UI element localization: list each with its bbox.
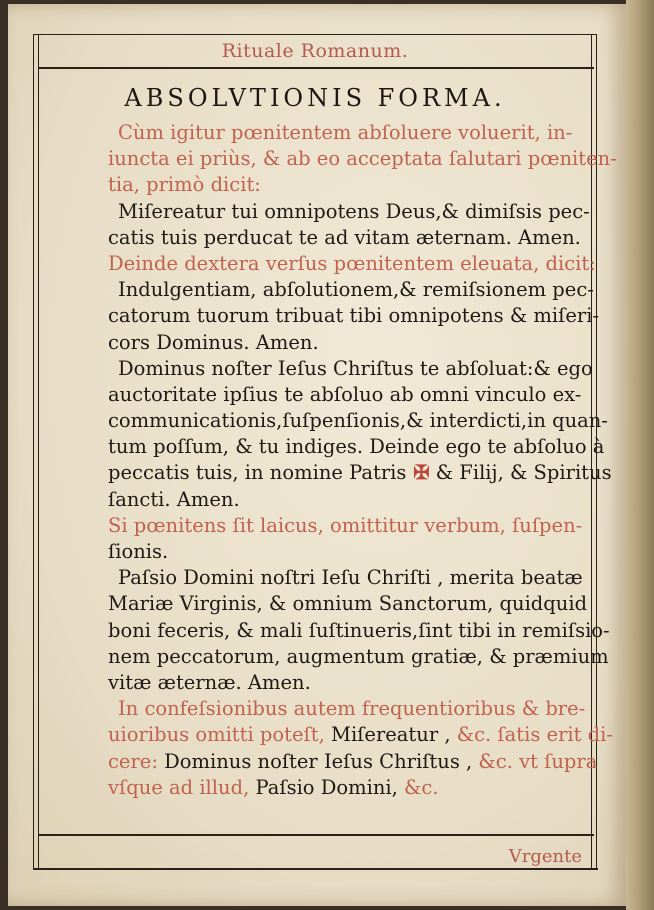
line-text: Miſereatur tui omnipotens Deus,& dimiſsis pec- <box>118 199 590 223</box>
text-line <box>108 330 592 356</box>
line-text-red: &c. vt ſupra <box>472 749 598 773</box>
page-gutter <box>626 0 654 910</box>
line-text-black: Dominus noſter Ieſus Chriſtus , <box>157 749 473 773</box>
line-text: tia, primò dicit: <box>108 173 261 197</box>
text-line <box>108 565 592 591</box>
line-text-red: &c. ſatis erit di- <box>450 723 613 747</box>
text-line <box>108 408 608 434</box>
text-line <box>108 696 592 722</box>
text-line <box>108 199 592 225</box>
footer-rule-outer <box>33 868 598 870</box>
text-line <box>108 120 592 146</box>
line-text: communicationis,ſuſpenſionis,& interdicti,in quan- <box>108 409 608 433</box>
text-line <box>108 225 592 251</box>
line-text-black: Paſsio Domini, <box>249 775 398 799</box>
text-line <box>108 513 592 539</box>
line-text: Dominus noſter Ieſus Chriſtus te abſoluat:& ego <box>118 356 593 380</box>
text-line <box>108 172 592 198</box>
line-text: Mariæ Virginis, & omnium Sanctorum, quidquid <box>108 592 588 616</box>
text-line <box>108 775 592 801</box>
line-text: tum poſſum, & tu indiges. Deinde ego te abſoluo à <box>108 435 605 459</box>
text-line <box>108 251 596 277</box>
footer-rule <box>38 834 594 836</box>
line-text: Cùm igitur pœnitentem abſoluere voluerit, in- <box>118 121 573 144</box>
text-line <box>108 382 592 408</box>
line-text-red: &c. <box>397 775 439 799</box>
cross-icon: ✠ <box>406 461 430 485</box>
line-text-black: Miſereatur , <box>324 723 451 747</box>
line-text: catorum tuorum tribuat tibi omnipotens & miſeri- <box>108 304 600 328</box>
line-text: vſque ad illud, <box>108 775 250 799</box>
line-text: iuncta ei priùs, & ab eo acceptata ſalutari pœniten- <box>108 147 617 171</box>
text-line <box>108 539 592 565</box>
line-text: ſionis. <box>108 540 169 563</box>
text-line <box>108 722 613 748</box>
line-text: uioribus omitti poteſt, <box>108 723 325 747</box>
line-text: auctoritate ipſius te abſoluo ab omni vinculo ex- <box>108 382 582 406</box>
text-line <box>108 670 592 696</box>
line-text: catis tuis perducat te ad vitam æternam. Amen. <box>108 225 581 249</box>
running-head: Rituale Romanum. <box>221 40 409 62</box>
line-text: ſancti. Amen. <box>108 487 240 511</box>
text-line <box>108 460 612 486</box>
text-line <box>108 618 610 644</box>
text-line <box>108 749 598 775</box>
line-text: Deinde dextera verſus pœnitentem eleuata, dicit: <box>108 251 596 275</box>
text-line <box>108 644 609 670</box>
text-line <box>108 146 617 172</box>
text-block <box>108 120 617 801</box>
line-text: boni feceris, & mali ſuſtinueris,ſint tibi in remiſsio- <box>108 618 610 642</box>
line-text: In confeſsionibus autem frequentioribus & bre- <box>118 697 586 721</box>
section-title: ABSOLVTIONIS FORMA. <box>124 84 506 112</box>
line-text: Paſsio Domini noſtri Ieſu Chriſti , merita beatæ <box>118 566 583 590</box>
header-rule <box>38 67 594 69</box>
line-text: Indulgentiam, abſolutionem,& remiſsionem pec- <box>118 278 594 302</box>
text-line <box>108 591 592 617</box>
line-text: nem peccatorum, augmentum gratiæ, & præmium <box>108 644 609 668</box>
text-line <box>108 434 605 460</box>
line-text: cere: <box>108 749 158 773</box>
line-text: vitæ æternæ. Amen. <box>108 670 311 694</box>
text-line <box>108 487 592 513</box>
text-line <box>108 303 600 329</box>
catchword: Vrgente <box>508 846 582 867</box>
text-line <box>108 356 592 382</box>
line-text: cors Dominus. Amen. <box>108 330 319 354</box>
line-text: peccatis tuis, in nomine Patris <box>108 461 407 485</box>
line-text-cont: & Filij, & Spiritus <box>429 461 612 485</box>
text-line <box>108 277 592 303</box>
line-text: Si pœnitens ſit laicus, omittitur verbum, ſuſpen- <box>108 513 583 537</box>
